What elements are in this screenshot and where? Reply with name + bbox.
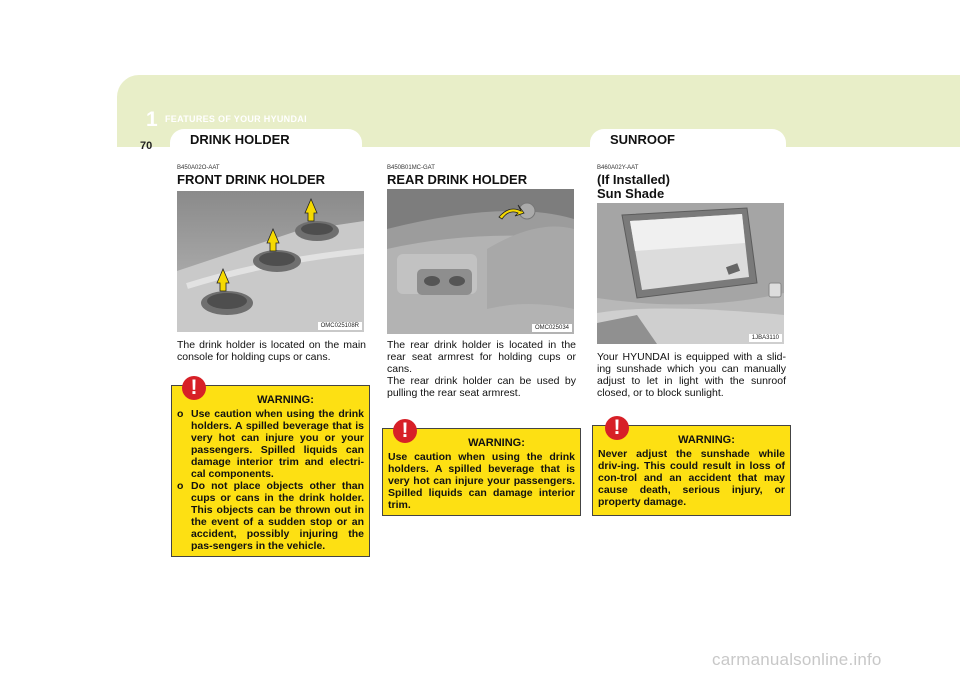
section-title-sunroof: SUNROOF: [610, 132, 675, 147]
front-warning-item: o Use caution when using the drink holders. A spilled beverage that is very hot can injure you or your passengers. Spilled liquids can damage interior trim and electri-cal components.: [177, 408, 364, 480]
section-title-drink-holder: DRINK HOLDER: [190, 132, 290, 147]
rear-body-text: The rear drink holder is located in the rear seat armrest for holding cups or cans. The rear drink holder can be used by pulling the rear seat armrest.: [387, 339, 576, 399]
page-number: 70: [140, 140, 153, 152]
sunroof-warning-box: [592, 416, 791, 516]
warning-icon: !: [393, 419, 417, 443]
sunshade-photo-label: 1JBA3110: [749, 334, 782, 342]
front-heading: FRONT DRINK HOLDER: [177, 172, 326, 187]
front-warning-item: o Do not place objects other than cups or cans in the drink holder. This objects can be thrown out in the event of a sudden stop or an accident, possibly injuring the pas-sengers in the vehicle.: [177, 480, 364, 552]
rear-drink-holder-photo: [387, 189, 574, 334]
front-warning-list: [177, 408, 364, 552]
front-warning-title: WARNING:: [257, 394, 314, 406]
front-body-text: The drink holder is located on the main console for holding cups or cans.: [177, 339, 366, 363]
chapter-title: FEATURES OF YOUR HYUNDAI: [165, 114, 307, 124]
sunroof-heading-2: Sun Shade: [597, 186, 665, 201]
rear-photo-label: OMC025034: [532, 324, 572, 332]
rear-heading: REAR DRINK HOLDER: [387, 172, 528, 187]
rear-warning-box: [382, 419, 581, 516]
sunroof-warning-title: WARNING:: [678, 434, 735, 446]
sunshade-photo: [597, 203, 784, 344]
rear-warning-title: WARNING:: [468, 437, 525, 449]
warning-icon: !: [182, 376, 206, 400]
front-drink-holder-photo: [177, 191, 364, 332]
front-code: B450A02O-AAT: [177, 165, 220, 171]
watermark: carmanualsonline.info: [712, 650, 882, 669]
rear-code: B450B01MC-GAT: [387, 165, 435, 171]
bullet: o: [177, 408, 184, 420]
bullet: o: [177, 480, 184, 492]
rear-warning-text: Use caution when using the drink holders. A spilled beverage that is very hot can injure your passengers. Spilled liquids can damage interior trim.: [388, 451, 575, 511]
chapter-number: 1: [146, 108, 158, 131]
front-photo-label: OMC025108R: [318, 322, 362, 330]
tab-sunroof: [590, 129, 786, 147]
warning-icon: !: [605, 416, 629, 440]
sunroof-warning-text: Never adjust the sunshade while driv-ing. This could result in loss of con-trol and an accident that may cause death, serious injury, or property damage.: [598, 448, 785, 508]
sunroof-code: B460A02Y-AAT: [597, 165, 639, 171]
front-warning-box: [171, 376, 370, 557]
sunroof-heading-1: (If Installed): [597, 172, 670, 187]
tab-drink-holder: [170, 129, 362, 147]
sunroof-body-text: Your HYUNDAI is equipped with a slid-ing sunshade which you can manually adjust to let in light with the sunroof closed, or to block sunlight.: [597, 351, 786, 399]
